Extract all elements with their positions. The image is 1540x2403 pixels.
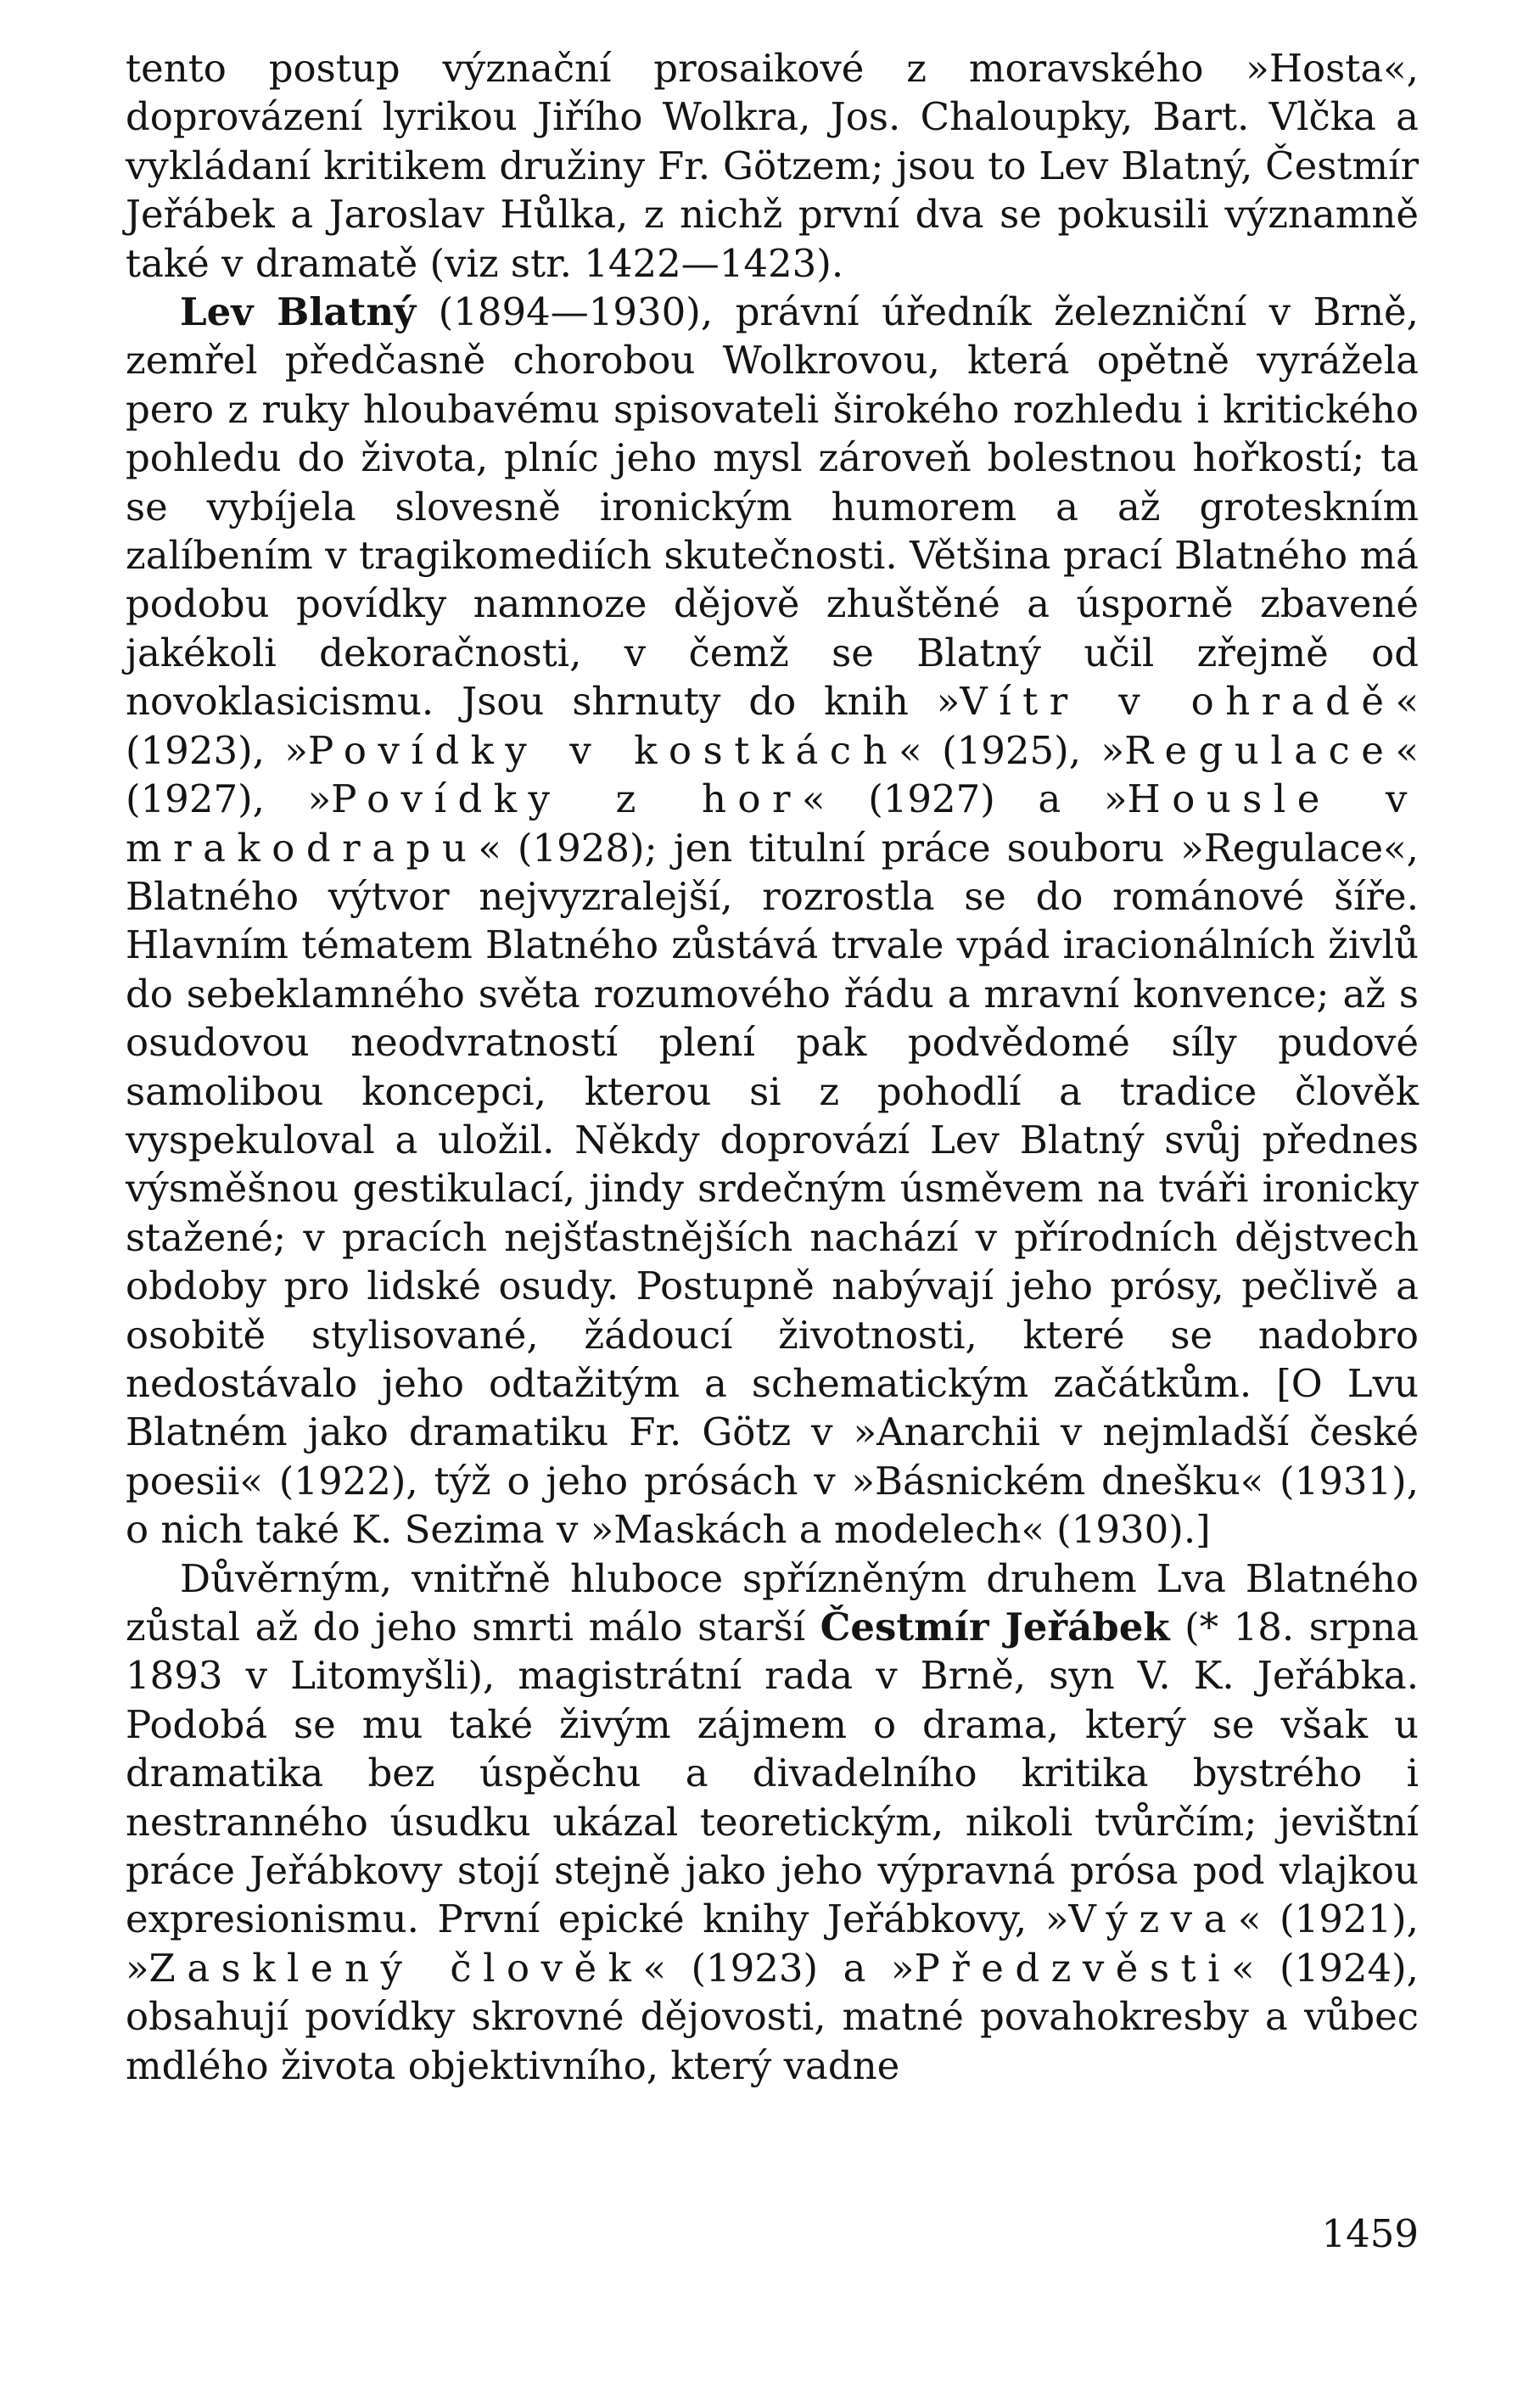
text-run: « (1925), » (899, 727, 1125, 773)
body-text (126, 44, 1419, 2090)
text-run: « (1927), » (126, 727, 1419, 822)
text-run: « (1927) a » (802, 776, 1128, 822)
person-name: Lev Blatný (180, 289, 417, 335)
book-title: Vítr v ohradě (960, 679, 1396, 725)
page-number: 1459 (1321, 2211, 1419, 2256)
text-run: (1894—1930), právní úředník železniční v Brně, zemřel předčasně chorobou Wolkrovou, která opětně vyrážela pero z ruky hloubavému spisovateli širokého rozhledu i kritického pohledu do života, plníc jeho mysl zároveň bolestnou hořkostí; ta se vybíjela slovesně ironickým humorem a až groteskním zalíbením v tragikomediích skutečnosti. Většina prací Blatného má podobu povídky namnoze dějově zhuštěné a úsporně zbavené jakékoli dekoračnosti, v čemž se Blatný učil zřejmě od novoklasicismu. Jsou shrnuty do knih » (126, 289, 1419, 725)
book-title: Regulace (1124, 727, 1396, 773)
text-run: « (1924), obsahují povídky skrovné dějovosti, matné povahokresby a vůbec mdlého života objektivního, který vadne (126, 1945, 1419, 2088)
book-title: Předzvěsti (914, 1945, 1232, 1991)
text-run: « (1923), » (126, 679, 1420, 773)
book-title: Housle v mrakodrapu (126, 776, 1419, 871)
person-name: Čestmír Jeřábek (820, 1605, 1170, 1650)
paragraph (126, 44, 1419, 288)
text-run: « (1921), » (126, 1896, 1419, 1991)
text-run: tento postup význační prosaikové z moravského »Hosta«, doprovázení lyrikou Jiřího Wolkra, Jos. Chaloupky, Bart. Vlčka a vykládaní kritikem družiny Fr. Götzem; jsou to Lev Blatný, Čestmír Jeřábek a Jaroslav Hůlka, z nichž první dva se pokusili významně také v dramatě (viz str. 1422—1423). (126, 46, 1419, 286)
text-run: (* 18. srpna 1893 v Litomyšli), magistrátní rada v Brně, syn V. K. Jeřábka. Podobá se mu také živým zájmem o drama, který se však u dramatika bez úspěchu a divadelního kritika bystrého i nestranného úsudku ukázal teoretickým, nikoli tvůrčím; jevištní práce Jeřábkovy stojí stejně jako jeho výpravná prósa pod vlajkou expresionismu. První epické knihy Jeřábkovy, » (126, 1605, 1419, 1942)
book-title: Zasklený člověk (148, 1945, 643, 1991)
book-title: Výzva (1068, 1896, 1238, 1942)
paragraph (126, 288, 1419, 1554)
text-run: « (1923) a » (642, 1945, 915, 1991)
paragraph (126, 1554, 1419, 2090)
text-run: Důvěrným, vnitřně hluboce spřízněným druhem Lva Blatného zůstal až do jeho smrti málo starší (126, 1555, 1419, 1650)
book-title: Povídky z hor (331, 776, 803, 822)
book-title: Povídky v kostkách (307, 727, 899, 773)
text-run: « (1928); jen titulní práce souboru »Regulace«, Blatného výtvor nejvyzralejší, rozrostla se do románové šíře. Hlavním tématem Blatného zůstává trvale vpád iracionálních živlů do sebeklamného světa rozumového řádu a mravní konvence; až s osudovou neodvratností plení pak podvědomé síly pudové samolibou koncepci, kterou si z pohodlí a tradice člověk vyspekuloval a uložil. Někdy doprovází Lev Blatný svůj přednes výsměšnou gestikulací, jindy srdečným úsměvem na tváři ironicky stažené; v pracích nejšťastnějších nachází v přírodních dějstvech obdoby pro lidské osudy. Postupně nabývají jeho prósy, pečlivě a osobitě stylisované, žádoucí životnosti, které se nadobro nedostávalo jeho odtažitým a schematickým začátkům. [O Lvu Blatném jako dramatiku Fr. Götz v »Anarchii v nejmladší české poesii« (1922), týž o jeho prósách v »Básnickém dnešku« (1931), o nich také K. Sezima v »Maskách a modelech« (1930).] (126, 825, 1419, 1553)
